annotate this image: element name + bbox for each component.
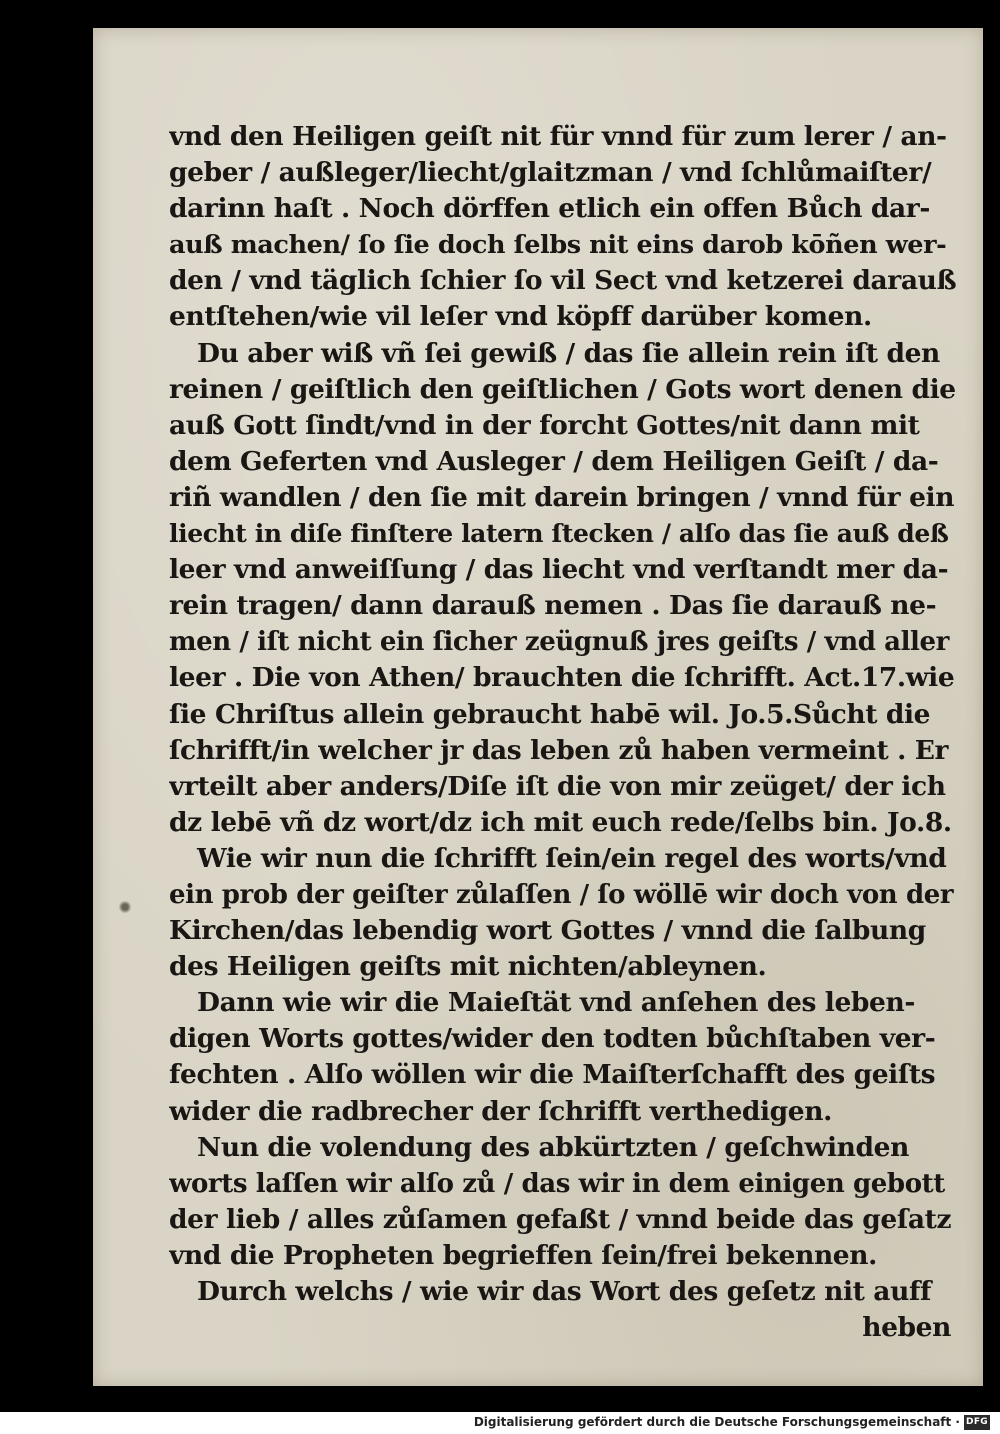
text-line: vnd die Propheten begrieffen ſein/frei bekennen. — [169, 1239, 877, 1271]
text-line: digen Worts gottes/wider den todten bůchſtaben ver- — [169, 1023, 936, 1055]
text-line: liecht in diſe finſtere latern ſtecken / alſo das ſie auß deß — [169, 519, 949, 549]
text-line: Kirchen/das lebendig wort Gottes / vnnd die ſalbung — [169, 915, 926, 947]
text-line: leer . Die von Athen/ brauchten die ſchrifft. Act.17.wie — [169, 662, 955, 694]
text-line: ein prob der geiſter zůlaſſen / ſo wöllē wir doch von der — [169, 879, 954, 910]
text-line: reinen / geiſtlich den geiſtlichen / Gots wort denen die — [169, 373, 956, 405]
text-line: ſie Chriſtus allein gebraucht habē wil. Jo.5.Sůcht die — [169, 698, 931, 730]
text-line: Nun die volendung des abkürtzten / geſchwinden — [197, 1131, 909, 1163]
catchword: heben — [862, 1312, 951, 1344]
text-line: der lieb / alles zůſamen gefaßt / vnnd beide das geſatz — [169, 1203, 952, 1235]
text-line: riñ wandlen / den ſie mit darein bringen / vnnd für ein — [169, 481, 955, 513]
funding-credit: Digitalisierung gefördert durch die Deutsche Forschungsgemeinschaft · — [473, 1415, 960, 1429]
dfg-logo-icon: DFG — [964, 1415, 990, 1430]
text-line: Du aber wiß vñ ſei gewiß / das ſie allein rein iſt den — [197, 337, 940, 369]
text-line: geber / außleger/liecht/glaitzman / vnd ſchlůmaiſter/ — [169, 157, 932, 189]
text-line: vnd den Heiligen geiſt nit für vnnd für zum lerer / an- — [169, 121, 947, 152]
text-line: dem Geferten vnd Ausleger / dem Heiligen Geiſt / da- — [169, 445, 939, 477]
text-line: worts laſſen wir alſo zů / das wir in dem einigen gebott — [169, 1168, 945, 1199]
text-line: fechten . Alſo wöllen wir die Maiſterſchafft des geiſts — [169, 1059, 936, 1091]
page-text — [169, 119, 957, 1346]
text-line: ſchrifft/in welcher jr das leben zů haben vermeint . Er — [169, 734, 949, 766]
paper-speck — [118, 900, 132, 914]
text-line: men / iſt nicht ein ſicher zeügnuß jres geiſts / vnd aller — [169, 627, 949, 658]
text-line: wider die radbrecher der ſchrifft verthedigen. — [169, 1095, 832, 1127]
text-line: den / vnd täglich ſchier ſo vil Sect vnd ketzerei darauß — [169, 265, 957, 297]
text-line: auß machen/ ſo ſie doch ſelbs nit eins darob kōñen wer- — [169, 230, 947, 261]
text-line: vrteilt aber anders/Diſe iſt die von mir zeüget/ der ich — [169, 770, 946, 802]
footer-bar — [0, 1412, 1000, 1434]
text-line: rein tragen/ dann darauß nemen . Das ſie darauß ne- — [169, 590, 937, 622]
text-line: entſtehen/wie vil leſer vnd köpff darüber komen. — [169, 301, 872, 333]
text-line: Wie wir nun die ſchrifft ſein/ein regel des worts/vnd — [197, 842, 947, 874]
text-line: Durch welchs / wie wir das Wort des geſetz nit auff — [197, 1276, 931, 1307]
text-line: dz lebē vñ dz wort/dz ich mit euch rede/ſelbs bin. Jo.8. — [169, 806, 952, 838]
text-line: darinn haſt . Noch dörffen etlich ein offen Bůch dar- — [169, 193, 930, 225]
text-line: des Heiligen geiſts mit nichten/ableynen. — [169, 951, 767, 983]
text-line: auß Gott ſindt/vnd in der forcht Gottes/nit dann mit — [169, 409, 920, 441]
text-line: Dann wie wir die Maieſtät vnd anſehen des leben- — [197, 987, 915, 1019]
text-line: leer vnd anweiſſung / das liecht vnd verſtandt mer da- — [169, 554, 949, 586]
